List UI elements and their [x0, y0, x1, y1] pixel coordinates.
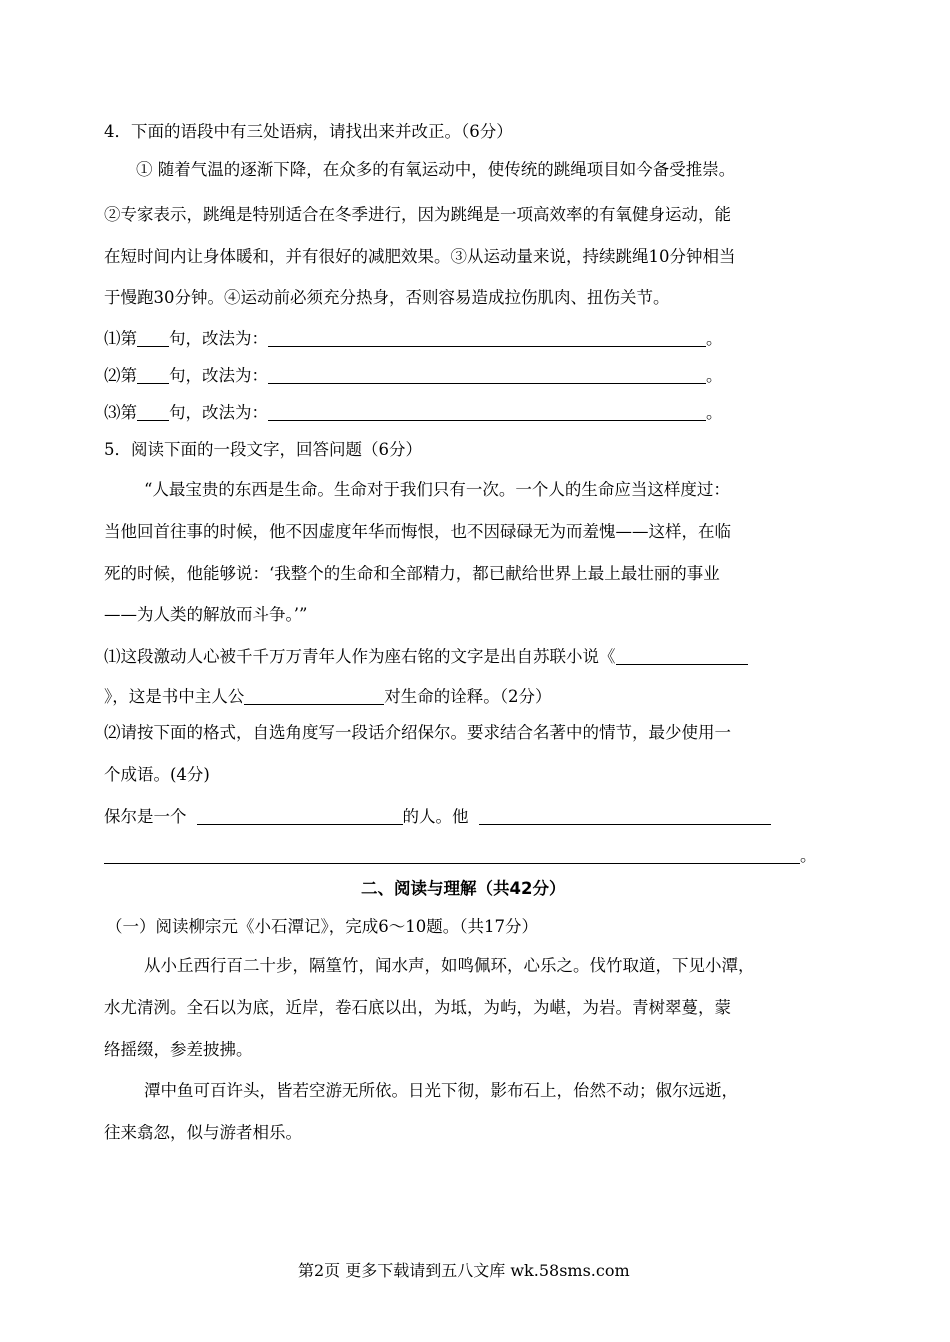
classical-passage-line: 络摇缀，参差披拂。 [104, 1040, 253, 1059]
q5-subquestion-2: ⑵请按下面的格式，自选角度写一段话介绍保尔。要求结合名著中的情节，最少使用一 [104, 723, 731, 742]
novel-title-blank[interactable] [616, 647, 748, 665]
section-heading: 二、阅读与理解（共42分） [361, 879, 566, 898]
q4-answer-row-2: ⑵第 句，改法为： 。 [104, 366, 723, 385]
q4-passage-line: 在短时间内让身体暖和，并有很好的减肥效果。③从运动量来说，持续跳绳10分钟相当 [104, 247, 736, 266]
protagonist-blank[interactable] [244, 687, 384, 705]
classical-passage-line: 从小丘西行百二十步，隔篁竹，闻水声，如鸣佩环，心乐之。伐竹取道，下见小潭， [144, 956, 755, 975]
q5-paul-template: 保尔是一个 的人。他 [104, 807, 771, 826]
answer-label: ⑶ [104, 403, 121, 422]
sentence-number-blank[interactable] [137, 329, 169, 347]
sentence-number-blank[interactable] [137, 366, 169, 384]
answer-label: ⑵ [104, 366, 121, 385]
q5-subquestion-1: ⑴这段激动人心被千千万万青年人作为座右铭的文字是出自苏联小说《 [104, 647, 748, 666]
q5-paul-template-cont: 。 [104, 846, 817, 865]
q5-quote-line: 死的时候，他能够说：‘我整个的生命和全部精力，都已献给世界上最上最壮丽的事业 [104, 564, 720, 583]
classical-passage-line: 潭中鱼可百许头，皆若空游无所依。日光下彻，影布石上，佁然不动；俶尔远逝， [144, 1081, 738, 1100]
correction-blank[interactable] [268, 403, 706, 421]
paul-trait-blank[interactable] [197, 807, 403, 825]
q5-quote-line: “人最宝贵的东西是生命。生命对于我们只有一次。一个人的生命应当这样度过： [144, 480, 730, 499]
paul-detail-blank[interactable] [479, 807, 771, 825]
q5-subquestion-1-cont: 》，这是书中主人公 对生命的诠释。（2分） [104, 687, 552, 706]
correction-blank[interactable] [268, 366, 706, 384]
correction-blank[interactable] [268, 329, 706, 347]
q4-passage-line: 于慢跑30分钟。④运动前必须充分热身，否则容易造成拉伤肌肉、扭伤关节。 [104, 288, 670, 307]
passage-intro: （一）阅读柳宗元《小石潭记》，完成6～10题。（共17分） [106, 917, 538, 936]
q4-title: 4．下面的语段中有三处语病，请找出来并改正。（6分） [104, 122, 513, 141]
classical-passage-line: 水尤清洌。全石以为底，近岸，卷石底以出，为坻，为屿，为嵁，为岩。青树翠蔓，蒙 [104, 998, 731, 1017]
q4-passage-line: ① 随着气温的逐渐下降，在众多的有氧运动中，使传统的跳绳项目如今备受推崇。 [136, 160, 736, 179]
page-footer: 第2页 更多下载请到五八文库 wk.58sms.com [298, 1261, 630, 1280]
paul-detail-blank-2[interactable] [104, 846, 800, 864]
q5-subquestion-2-cont: 个成语。(4分) [104, 765, 210, 784]
q5-title: 5．阅读下面的一段文字，回答问题（6分） [104, 440, 422, 459]
q4-passage-line: ②专家表示，跳绳是特别适合在冬季进行，因为跳绳是一项高效率的有氧健身运动，能 [104, 205, 731, 224]
q4-answer-row-3: ⑶第 句，改法为： 。 [104, 403, 723, 422]
q5-quote-line: ——为人类的解放而斗争。’” [104, 605, 308, 624]
answer-label: ⑴ [104, 329, 121, 348]
classical-passage-line: 往来翕忽，似与游者相乐。 [104, 1123, 302, 1142]
q4-answer-row-1: ⑴第 句，改法为： 。 [104, 329, 723, 348]
sentence-number-blank[interactable] [137, 403, 169, 421]
q5-quote-line: 当他回首往事的时候，他不因虚度年华而悔恨，也不因碌碌无为而羞愧——这样，在临 [104, 522, 731, 541]
